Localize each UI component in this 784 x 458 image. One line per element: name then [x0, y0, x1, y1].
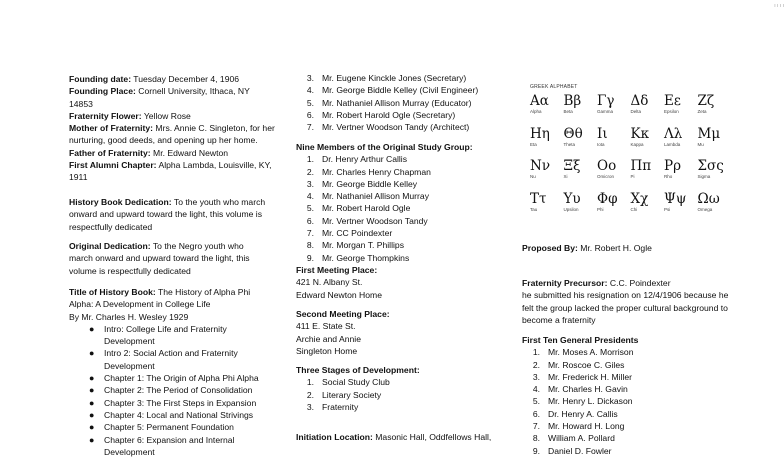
greek-letter-name: Alpha [530, 109, 542, 114]
greek-letter-glyphs: Φφ [597, 190, 618, 207]
fraternity-flower: Fraternity Flower: Yellow Rose [69, 110, 191, 121]
founding-place: Founding Place: Cornell University, Ithaca, NY [69, 86, 250, 97]
study-group [296, 141, 496, 264]
greek-alphabet-title: GREEK ALPHABET [530, 84, 578, 90]
list-item: 6. Dr. Henry A. Callis [532, 408, 618, 419]
history-book-dedication: History Book Dedication: To the youth who march onward and upward toward the light, this volume is respectfully dedicated [69, 197, 266, 232]
list-item: 3. Fraternity [306, 401, 359, 412]
greek-letter-name: Psi [664, 206, 671, 212]
greek-letter-glyphs: Θθ [563, 125, 583, 142]
list-item: 3. Mr. Frederick H. Miller [532, 371, 633, 382]
greek-letter-name: Omega [697, 206, 713, 212]
list-item: 7. Mr. Howard H. Long [532, 421, 625, 432]
first-alumni-chapter: First Alumni Chapter: Alpha Lambda, Louisville, KY, 1911 [69, 160, 272, 183]
general-presidents [522, 334, 762, 457]
list-item: ● Chapter 5: Permanent Foundation [89, 422, 234, 433]
list-item: 5. Mr. Robert Harold Ogle [306, 203, 411, 214]
greek-letter-glyphs: Ττ [530, 190, 547, 207]
greek-letter-name: Kappa [630, 141, 644, 147]
greek-letter-name: Beta [563, 109, 573, 114]
greek-letter-glyphs: Υυ [563, 190, 581, 207]
list-item: 5. Mr. Henry L. Dickason [532, 396, 633, 407]
founding-date: Founding date: Tuesday December 4, 1906 [69, 74, 240, 84]
greek-letter-glyphs: Σσς [697, 158, 724, 174]
list-item: 2. Mr. Charles Henry Chapman [306, 166, 431, 177]
chapter-list [69, 323, 281, 458]
greek-letter-glyphs: Εε [664, 93, 681, 109]
greek-letter-name: Xi [563, 174, 568, 179]
list-item: ● Chapter 1: The Origin of Alpha Phi Alpha [89, 373, 259, 384]
list-item: ● Intro 2: Social Action and Fraternity Development [89, 348, 238, 371]
list-item: 4. Mr. George Biddle Kelley (Civil Engineer) [306, 85, 479, 96]
greek-letter-name: Sigma [697, 174, 711, 179]
list-item: ● Intro: College Life and Fraternity Development [89, 323, 227, 347]
greek-letter-glyphs: Ιι [597, 125, 608, 142]
greek-letter-name: Eta [530, 141, 537, 147]
greek-letter-name: Lambda [664, 141, 681, 147]
greek-letter-omega [698, 192, 738, 212]
greek-letter-glyphs: Ζζ [697, 93, 715, 109]
greek-letter-glyphs: Ηη [530, 125, 550, 142]
list-item: ● Chapter 3: The First Steps in Expansion [89, 397, 257, 408]
list-item: 7. Mr. Vertner Woodson Tandy (Architect) [306, 122, 470, 133]
list-item: ● Chapter 6: Expansion and Internal Development [89, 434, 235, 457]
presidents-heading: First Ten General Presidents [522, 335, 639, 345]
first-meeting-place: First Meeting Place: 421 N. Albany St. Edward Newton Home [296, 265, 382, 300]
greek-letter-glyphs: Ψψ [664, 190, 687, 207]
greek-letter-name: Phi [597, 206, 604, 212]
corner-mark: ı ı ı ı [774, 3, 784, 9]
founding-info [69, 73, 281, 159]
founding-place-zip: 14853 [69, 98, 93, 109]
list-item: ● Chapter 4: Local and National Strivings [89, 409, 254, 420]
fraternity-precursor: Fraternity Precursor: C.C. Poindexter he submitted his resignation on 12/4/1906 because he felt the group lacked the proper cultural background to become a fraternity [522, 278, 729, 325]
greek-letter-glyphs: Ρρ [664, 158, 682, 174]
greek-letter-name: Zeta [697, 109, 707, 114]
list-item: 4. Mr. Charles H. Gavin [532, 384, 628, 395]
list-item: 4. Mr. Nathaniel Allison Murray [306, 191, 429, 202]
mother-of-fraternity: Mother of Fraternity: Mrs. Annie C. Singleton, for her [69, 123, 275, 134]
greek-letter-glyphs: Κκ [630, 125, 650, 142]
greek-letter-glyphs: Ξξ [563, 158, 581, 174]
initiation-location: Initiation Location: Masonic Hall, Oddfellows Hall, [296, 432, 492, 442]
greek-letter-name: Pi [630, 174, 635, 179]
list-item: 8. William A. Pollard [532, 433, 615, 444]
greek-letter-glyphs: Αα [530, 93, 549, 109]
list-item: 3. Mr. Eugene Kinckle Jones (Secretary) [306, 73, 467, 83]
greek-letter-name: Nu [530, 174, 536, 179]
list-item: 9. Daniel D. Fowler [532, 445, 612, 456]
list-item: 7. Mr. CC Poindexter [306, 228, 393, 239]
greek-letter-name: Upsilon [563, 206, 579, 212]
greek-letter-name: Rho [664, 174, 673, 179]
greek-letter-name: Gamma [597, 109, 614, 114]
greek-letter-name: Epsilon [664, 109, 679, 114]
greek-letter-name: Iota [597, 141, 605, 147]
greek-letter-zeta [698, 94, 738, 114]
greek-letter-glyphs: Μμ [697, 125, 721, 142]
proposed-by: Proposed By: Mr. Robert H. Ogle [522, 243, 652, 253]
second-meeting-place: Second Meeting Place: 411 E. State St. Archie and Annie Singleton Home [296, 309, 390, 356]
list-item: 1. Mr. Moses A. Morrison [532, 347, 634, 358]
list-item: ● Chapter 2: The Period of Consolidation [89, 385, 253, 396]
list-item: 3. Mr. George Biddle Kelley [306, 178, 418, 189]
mother-of-fraternity-cont: nurturing, good deeds, and opening up her home. [69, 135, 258, 146]
greek-letter-name: Tau [530, 206, 538, 212]
greek-letter-name: Chi [630, 206, 638, 212]
officer-list [296, 72, 496, 133]
list-item: 2. Mr. Roscoe C. Giles [532, 359, 625, 370]
greek-letter-name: Omicron [597, 174, 615, 179]
greek-letter-glyphs: Δδ [630, 93, 649, 109]
greek-letter-mu [698, 127, 738, 147]
greek-letter-glyphs: Χχ [630, 190, 649, 207]
greek-letter-name: Delta [630, 109, 642, 114]
greek-letter-glyphs: Λλ [664, 125, 683, 142]
greek-letter-glyphs: Οο [597, 158, 617, 174]
greek-letter-name: Theta [563, 141, 576, 147]
list-item: 9. Mr. George Thompkins [306, 252, 410, 263]
list-item: 6. Mr. Vertner Woodson Tandy [306, 215, 428, 226]
father-of-fraternity: Father of Fraternity: Mr. Edward Newton [69, 147, 229, 158]
greek-letter-glyphs: Γγ [597, 93, 615, 109]
list-item: 6. Mr. Robert Harold Ogle (Secretary) [306, 109, 456, 120]
history-book-title: Title of History Book: The History of Alpha Phi Alpha: A Development in College Life By Mr. Charles H. Wesley 1929 ● Intro: College Life and Fraternity Development ● Intro 2: Social Action and Fraternity Development ● Chapter 1: The Origin of Alpha Phi Alpha ● Chapter 2: The Period of Consolidation ● Chapter 3: The First Steps in Expansion ● Chapter 4: Local and National Strivings ● Chapter 5: Permanent Foundation ● Chapter 6: Expansion and Internal Development [69, 286, 281, 458]
greek-letter-sigma [698, 159, 738, 179]
list-item: 8. Mr. Morgan T. Phillips [306, 240, 404, 251]
greek-letter-glyphs: Ππ [630, 158, 652, 174]
study-group-heading: Nine Members of the Original Study Group: [296, 142, 473, 152]
greek-letter-name: Mu [697, 141, 704, 147]
list-item: 1. Social Study Club [306, 377, 390, 388]
list-item: 5. Mr. Nathaniel Allison Murray (Educator) [306, 97, 472, 108]
greek-letter-glyphs: Ββ [563, 93, 582, 109]
list-item: 2. Literary Society [306, 389, 382, 400]
original-dedication: Original Dedication: To the Negro youth who march onward and upward toward the light, this volume is respectfully dedicated [69, 241, 250, 276]
stages-of-development: Three Stages of Development: 1. Social Study Club 2. Literary Society 3. Fraternity [296, 364, 496, 413]
greek-letter-glyphs: Ωω [697, 190, 720, 207]
list-item: 1. Dr. Henry Arthur Callis [306, 154, 408, 165]
greek-letter-glyphs: Νν [530, 158, 551, 174]
